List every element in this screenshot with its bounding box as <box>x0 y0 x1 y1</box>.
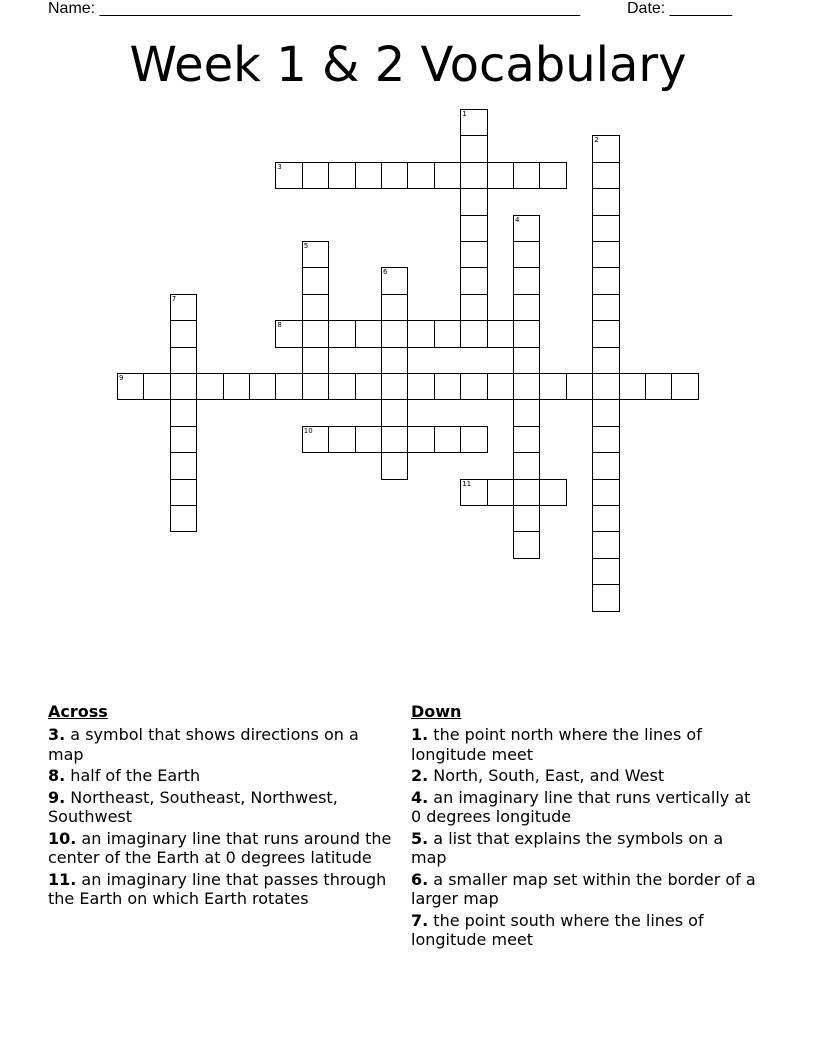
grid-cell[interactable] <box>592 267 619 294</box>
grid-cell[interactable] <box>170 452 197 479</box>
grid-cell[interactable] <box>619 373 646 400</box>
grid-cell[interactable] <box>249 373 276 400</box>
grid-cell[interactable] <box>460 135 487 162</box>
grid-cell[interactable] <box>460 320 487 347</box>
clue-number: 10 <box>303 426 313 435</box>
grid-cell[interactable] <box>381 399 408 426</box>
clue-number: 8. <box>48 766 66 785</box>
grid-cell[interactable] <box>592 584 619 611</box>
grid-cell[interactable] <box>170 294 197 321</box>
grid-cell[interactable] <box>592 479 619 506</box>
clue-number: 9. <box>48 787 66 807</box>
date-label: Date: _______ <box>627 0 732 17</box>
grid-cell[interactable] <box>513 531 540 558</box>
clue-number: 5. <box>411 828 429 848</box>
down-heading: Down <box>411 702 462 721</box>
grid-cell[interactable] <box>460 241 487 268</box>
grid-cell[interactable] <box>671 373 698 400</box>
name-label: Name: ______________________________________________________ <box>48 0 581 17</box>
clue-text: an imaginary line that runs vertically at 0 degrees longitude <box>411 787 751 826</box>
grid-cell[interactable] <box>592 320 619 347</box>
grid-cell[interactable] <box>487 320 514 347</box>
clue-text: half of the Earth <box>65 766 201 785</box>
grid-cell[interactable] <box>592 373 619 400</box>
grid-cell[interactable] <box>223 373 250 400</box>
grid-cell[interactable] <box>355 320 382 347</box>
grid-cell[interactable] <box>328 373 355 400</box>
grid-cell[interactable] <box>381 294 408 321</box>
down-clue <box>411 788 756 827</box>
grid-cell[interactable] <box>460 479 487 506</box>
grid-cell[interactable] <box>434 162 461 189</box>
grid-cell[interactable] <box>513 479 540 506</box>
clue-text: Northeast, Southeast, Northwest, Southwest <box>48 787 338 826</box>
grid-cell[interactable] <box>328 426 355 453</box>
clue-number: 2. <box>411 766 429 785</box>
clue-text: an imaginary line that passes through the Earth on which Earth rotates <box>48 869 387 908</box>
grid-cell[interactable] <box>407 373 434 400</box>
grid-cell[interactable] <box>460 188 487 215</box>
grid-cell[interactable] <box>592 558 619 585</box>
clue-number: 3 <box>277 162 282 171</box>
grid-cell[interactable] <box>513 162 540 189</box>
down-clues <box>411 702 756 952</box>
clue-number: 9 <box>119 374 124 382</box>
clue-number: 5 <box>303 242 309 250</box>
grid-cell[interactable] <box>513 320 540 347</box>
grid-cell[interactable] <box>513 373 540 400</box>
grid-cell[interactable] <box>592 135 619 162</box>
grid-cell[interactable] <box>328 320 355 347</box>
grid-cell[interactable] <box>302 294 329 321</box>
grid-cell[interactable] <box>460 267 487 294</box>
grid-cell[interactable] <box>592 452 619 479</box>
grid-cell[interactable] <box>170 479 197 506</box>
grid-cell[interactable] <box>196 373 223 400</box>
grid-cell[interactable] <box>592 162 619 189</box>
clue-text: the point south where the lines of longitude meet <box>411 910 704 949</box>
grid-cell[interactable] <box>513 267 540 294</box>
clue-number: 1. <box>411 725 429 744</box>
grid-cell[interactable] <box>355 426 382 453</box>
clue-number: 7 <box>171 294 177 303</box>
across-clue <box>48 725 393 764</box>
down-clue-list <box>411 725 756 950</box>
grid-cell[interactable] <box>302 162 329 189</box>
grid-cell[interactable] <box>513 241 540 268</box>
grid-cell[interactable] <box>434 373 461 400</box>
grid-cell[interactable] <box>539 373 566 400</box>
clue-number: 6 <box>383 268 388 277</box>
grid-cell[interactable] <box>592 215 619 242</box>
across-clue <box>48 766 393 786</box>
grid-cell[interactable] <box>407 320 434 347</box>
grid-cell[interactable] <box>170 505 197 532</box>
grid-cell[interactable] <box>487 373 514 400</box>
across-clue <box>48 870 393 909</box>
clue-number: 2 <box>594 136 599 145</box>
grid-cell[interactable] <box>513 215 540 242</box>
grid-cell[interactable] <box>592 426 619 453</box>
grid-cell[interactable] <box>302 373 329 400</box>
grid-cell[interactable] <box>170 426 197 453</box>
grid-cell[interactable] <box>645 373 672 400</box>
clue-number: 3. <box>48 725 66 744</box>
grid-cell[interactable] <box>460 373 487 400</box>
grid-cell[interactable] <box>460 294 487 321</box>
grid-cell[interactable] <box>592 188 619 215</box>
grid-cell[interactable] <box>513 505 540 532</box>
down-clue <box>411 725 756 764</box>
grid-cell[interactable] <box>302 267 329 294</box>
grid-cell[interactable] <box>381 267 408 294</box>
down-clue <box>411 870 756 909</box>
grid-cell[interactable] <box>328 162 355 189</box>
grid-cell[interactable] <box>381 426 408 453</box>
grid-cell[interactable] <box>407 162 434 189</box>
grid-cell[interactable] <box>539 479 566 506</box>
across-heading: Across <box>48 702 108 721</box>
down-clue <box>411 766 756 786</box>
clue-text: a symbol that shows directions on a map <box>48 725 359 764</box>
clue-text: an imaginary line that runs around the center of the Earth at 0 degrees latitude <box>48 828 392 867</box>
clue-number: 1 <box>462 110 467 118</box>
grid-cell[interactable] <box>275 320 302 347</box>
across-clue-list <box>48 725 393 909</box>
clue-number: 4 <box>515 215 520 224</box>
clue-number: 11. <box>48 869 77 889</box>
clue-text: a list that explains the symbols on a map <box>411 828 724 867</box>
grid-cell[interactable] <box>117 373 144 400</box>
grid-cell[interactable] <box>143 373 170 400</box>
grid-cell[interactable] <box>302 426 329 453</box>
grid-cell[interactable] <box>381 320 408 347</box>
clue-number: 4. <box>411 787 429 807</box>
grid-cell[interactable] <box>434 320 461 347</box>
grid-cell[interactable] <box>513 294 540 321</box>
grid-cell[interactable] <box>566 373 593 400</box>
grid-cell[interactable] <box>592 531 619 558</box>
clue-number: 11 <box>462 479 472 488</box>
grid-cell[interactable] <box>381 452 408 479</box>
grid-cell[interactable] <box>487 162 514 189</box>
grid-cell[interactable] <box>170 373 197 400</box>
grid-cell[interactable] <box>302 320 329 347</box>
across-clue <box>48 829 393 868</box>
grid-cell[interactable] <box>275 373 302 400</box>
grid-cell[interactable] <box>460 426 487 453</box>
grid-cell[interactable] <box>355 162 382 189</box>
grid-cell[interactable] <box>460 109 487 136</box>
grid-cell[interactable] <box>381 347 408 374</box>
grid-cell[interactable] <box>513 399 540 426</box>
grid-cell[interactable] <box>592 347 619 374</box>
clue-number: 6. <box>411 869 429 889</box>
grid-cell[interactable] <box>302 347 329 374</box>
grid-cell[interactable] <box>170 399 197 426</box>
across-clues <box>48 702 393 911</box>
grid-cell[interactable] <box>381 162 408 189</box>
grid-cell[interactable] <box>381 373 408 400</box>
clue-number: 7. <box>411 910 429 930</box>
across-clue <box>48 788 393 827</box>
grid-cell[interactable] <box>302 241 329 268</box>
grid-cell[interactable] <box>513 426 540 453</box>
grid-cell[interactable] <box>355 373 382 400</box>
grid-cell[interactable] <box>170 320 197 347</box>
clue-text: a smaller map set within the border of a larger map <box>411 869 756 908</box>
clue-text: North, South, East, and West <box>428 766 665 785</box>
grid-cell[interactable] <box>487 479 514 506</box>
clue-text: the point north where the lines of longitude meet <box>411 725 702 764</box>
grid-cell[interactable] <box>592 294 619 321</box>
down-clue <box>411 911 756 950</box>
down-clue <box>411 829 756 868</box>
grid-cell[interactable] <box>592 399 619 426</box>
grid-cell[interactable] <box>592 505 619 532</box>
grid-cell[interactable] <box>513 452 540 479</box>
grid-cell[interactable] <box>513 347 540 374</box>
grid-cell[interactable] <box>460 162 487 189</box>
clue-number: 8 <box>277 321 282 330</box>
page-title: Week 1 & 2 Vocabulary <box>129 37 687 93</box>
grid-cell[interactable] <box>170 347 197 374</box>
grid-cell[interactable] <box>407 426 434 453</box>
grid-cell[interactable] <box>275 162 302 189</box>
grid-cell[interactable] <box>539 162 566 189</box>
clue-number: 10. <box>48 828 77 848</box>
grid-cell[interactable] <box>434 426 461 453</box>
grid-cell[interactable] <box>592 241 619 268</box>
grid-cell[interactable] <box>460 215 487 242</box>
